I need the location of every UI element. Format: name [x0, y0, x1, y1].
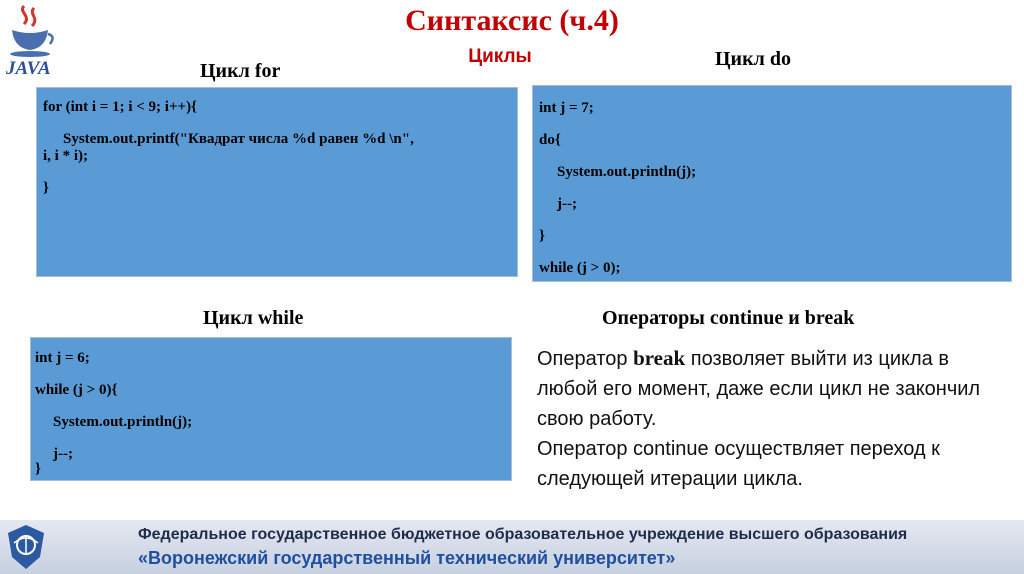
operators-heading: Операторы continue и break	[602, 307, 855, 329]
code-line: do{	[539, 132, 561, 148]
operators-description	[537, 343, 1007, 494]
code-line: System.out.println(j);	[557, 164, 697, 180]
while-loop-heading: Цикл while	[203, 307, 304, 329]
code-line: j--;	[53, 446, 73, 462]
code-line: j--;	[557, 196, 577, 212]
code-line: while (j > 0);	[539, 260, 621, 276]
break-desc-prefix: Оператор	[537, 348, 634, 370]
slide-subtitle: Циклы	[468, 46, 532, 67]
footer-university-name: «Воронежский государственный технический университет»	[138, 548, 676, 568]
do-loop-code-block	[532, 85, 1012, 282]
do-loop-heading: Цикл do	[715, 48, 791, 70]
slide-title: Синтаксис (ч.4)	[405, 4, 619, 37]
for-loop-heading: Цикл for	[200, 60, 281, 82]
code-line: }	[43, 180, 49, 196]
while-loop-code-block	[30, 337, 512, 481]
code-line: }	[539, 228, 545, 244]
footer-institution-type: Федеральное государственное бюджетное образовательное учреждение высшего образования	[138, 526, 908, 543]
for-loop-code-block	[36, 87, 518, 277]
code-line: int j = 7;	[539, 100, 594, 116]
code-line: i, i * i);	[43, 148, 88, 164]
break-keyword: break	[633, 346, 686, 370]
code-line: int j = 6;	[35, 350, 90, 366]
footer-bar	[0, 520, 1024, 574]
code-line: while (j > 0){	[35, 382, 118, 398]
code-line: System.out.println(j);	[53, 414, 193, 430]
code-line: }	[35, 461, 41, 477]
code-line: for (int i = 1; i < 9; i++){	[43, 99, 197, 115]
university-emblem-icon	[4, 523, 48, 571]
code-line: System.out.printf("Квадрат числа %d равен %d \n",	[63, 131, 414, 147]
continue-desc-text: Оператор continue осуществляет переход к следующей итерации цикла.	[537, 438, 940, 490]
break-desc-text: позволяет выйти из цикла в любой его момент, даже если цикл не закончил свою работу.	[537, 348, 981, 430]
java-logo-text: JAVA	[6, 58, 51, 79]
